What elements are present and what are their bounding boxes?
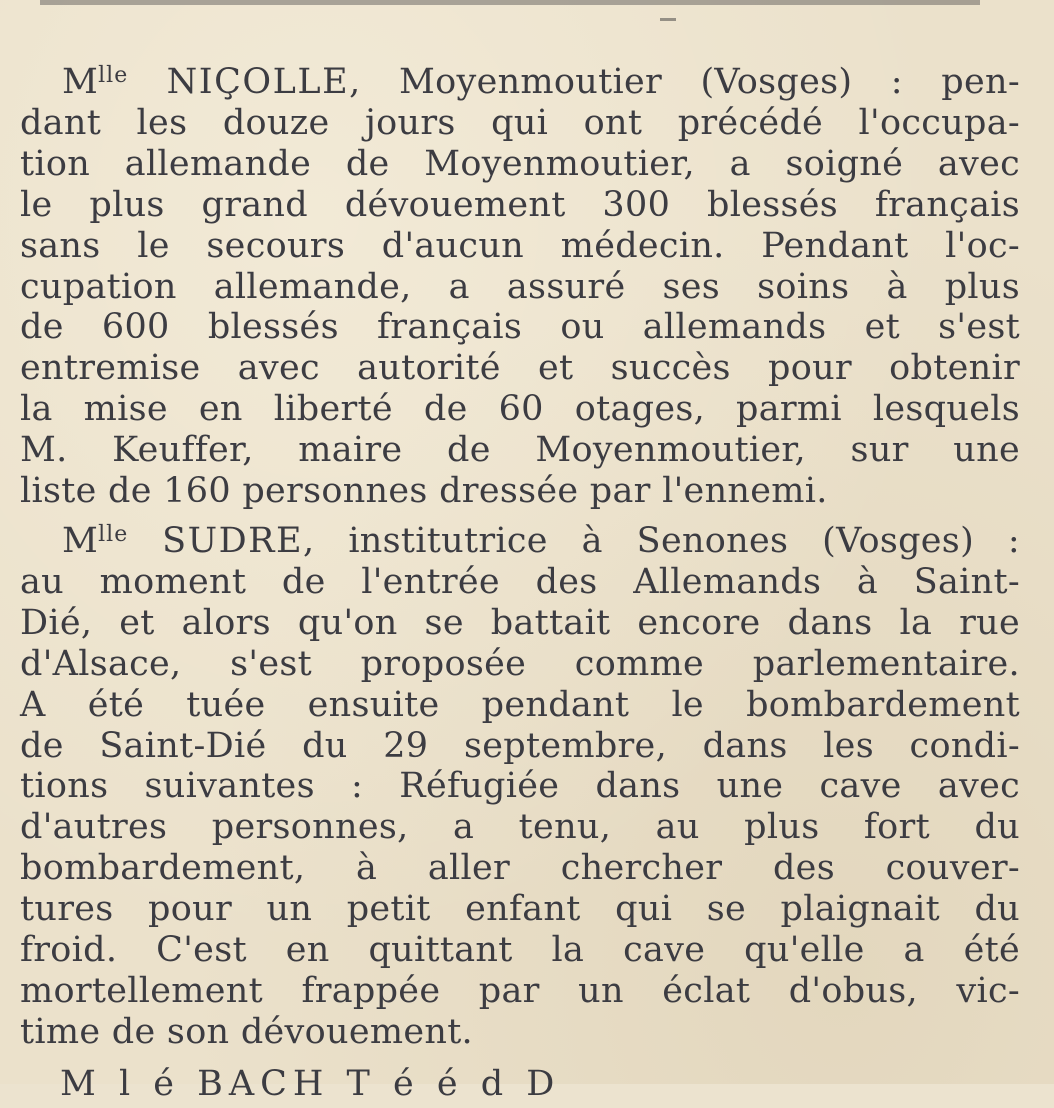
cut-off-next-paragraph (60, 1064, 1020, 1104)
person-name: SUDRE (162, 520, 304, 561)
text-line: au moment de l'entrée des Allemands à Saint- (20, 561, 1020, 602)
paragraph-sudre (20, 515, 1020, 1053)
text-line: tion allemande de Moyenmoutier, a soigné avec (20, 143, 1020, 184)
paragraph-nicolle (20, 56, 1020, 512)
text-line: de 600 blessés français ou allemands et s'est (20, 307, 1020, 348)
text-line: tions suivantes : Réfugiée dans une cave avec (20, 766, 1020, 807)
person-name: NIÇOLLE (166, 62, 350, 102)
text-line: M. Keuffer, maire de Moyenmoutier, sur une (20, 430, 1020, 471)
text-line: dant les douze jours qui ont précédé l'occupa- (20, 102, 1020, 143)
text-line: sans le secours d'aucun médecin. Pendant l'oc- (20, 225, 1020, 266)
line-text: , Moyenmoutier (Vosges) : pen- (349, 62, 1020, 102)
text-line: Dié, et alors qu'on se battait encore dans la rue (20, 602, 1020, 643)
article-column (20, 56, 1020, 1056)
text-line: A été tuée ensuite pendant le bombardement (20, 684, 1020, 725)
title-prefix: M (62, 520, 99, 561)
text-line: la mise en liberté de 60 otages, parmi lesquels (20, 389, 1020, 430)
title-superscript: lle (98, 63, 129, 88)
text-line: le plus grand dévouement 300 blessés français (20, 184, 1020, 225)
title-superscript: lle (98, 521, 129, 547)
title-prefix: M (62, 62, 99, 102)
text-line: time de son dévouement. (20, 1011, 473, 1052)
text-line: entremise avec autorité et succès pour obtenir (20, 348, 1020, 389)
text-line: de Saint-Dié du 29 septembre, dans les condi- (20, 725, 1020, 766)
line-text: , institutrice à Senones (Vosges) : (303, 520, 1020, 561)
text-line: liste de 160 personnes dressée par l'ennemi. (20, 471, 828, 512)
dash-mark (660, 18, 676, 21)
text-line: bombardement, à aller chercher des couver- (20, 848, 1020, 889)
text-line: mortellement frappée par un éclat d'obus, vic- (20, 970, 1020, 1011)
text-line: d'autres personnes, a tenu, au plus fort du (20, 807, 1020, 848)
text-line: d'Alsace, s'est proposée comme parlementaire. (20, 643, 1020, 684)
cut-off-text: M l é BACH T é é d D (60, 1064, 561, 1104)
top-rule (40, 0, 980, 5)
text-line: tures pour un petit enfant qui se plaignait du (20, 889, 1020, 930)
text-line: cupation allemande, a assuré ses soins à plus (20, 266, 1020, 307)
text-line (20, 515, 1020, 562)
text-line (20, 56, 1020, 103)
text-line: froid. C'est en quittant la cave qu'elle a été (20, 930, 1020, 971)
